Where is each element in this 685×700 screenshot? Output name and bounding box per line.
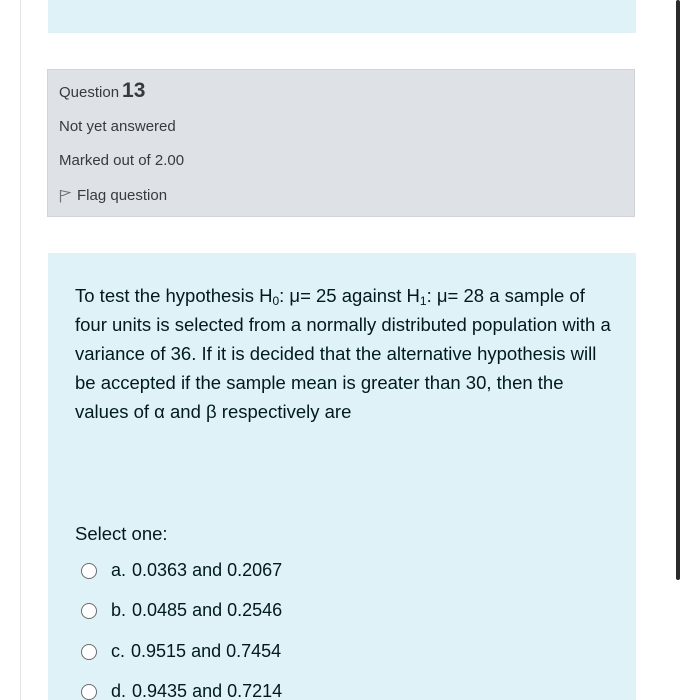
radio-button[interactable] — [81, 684, 97, 700]
flag-icon — [59, 189, 71, 203]
page-left-border — [20, 0, 21, 700]
option-letter: b. — [111, 600, 127, 620]
radio-button[interactable] — [81, 603, 97, 619]
answer-option-a[interactable] — [81, 560, 282, 581]
option-letter: c. — [111, 641, 126, 661]
option-text: 0.0485 and 0.2546 — [132, 600, 283, 620]
question-info-panel — [47, 69, 635, 217]
answer-option-d[interactable] — [81, 681, 282, 700]
question-number — [59, 79, 145, 103]
answer-option-c[interactable] — [81, 641, 281, 662]
select-one-prompt: Select one: — [75, 523, 168, 544]
previous-question-formulation — [48, 0, 636, 33]
question-formulation — [48, 253, 636, 700]
radio-button[interactable] — [81, 644, 97, 660]
option-letter: d. — [111, 681, 127, 700]
scrollbar[interactable] — [676, 0, 680, 580]
question-state: Not yet answered — [59, 118, 176, 135]
flag-question-label: Flag question — [77, 187, 168, 204]
question-label: Question — [59, 84, 120, 101]
question-number-value: 13 — [122, 79, 146, 102]
option-text: 0.0363 and 0.2067 — [132, 560, 283, 580]
option-text: 0.9435 and 0.7214 — [132, 681, 283, 700]
radio-button[interactable] — [81, 563, 97, 579]
answer-option-b[interactable] — [81, 600, 282, 621]
question-text: To test the hypothesis $H_0$: μ= 25 against $H_1$: μ= 28 a sample of four units is selected from a normally distributed population with a variance of 36. If it is decided that the alternative hypothesis will be accepted if the sample mean is greater than 30, then the values of α and β respectively are — [75, 285, 611, 422]
question-grade: Marked out of 2.00 — [59, 152, 185, 169]
option-letter: a. — [111, 560, 127, 580]
flag-question-link[interactable] — [59, 187, 167, 204]
option-text: 0.9515 and 0.7454 — [131, 641, 282, 661]
